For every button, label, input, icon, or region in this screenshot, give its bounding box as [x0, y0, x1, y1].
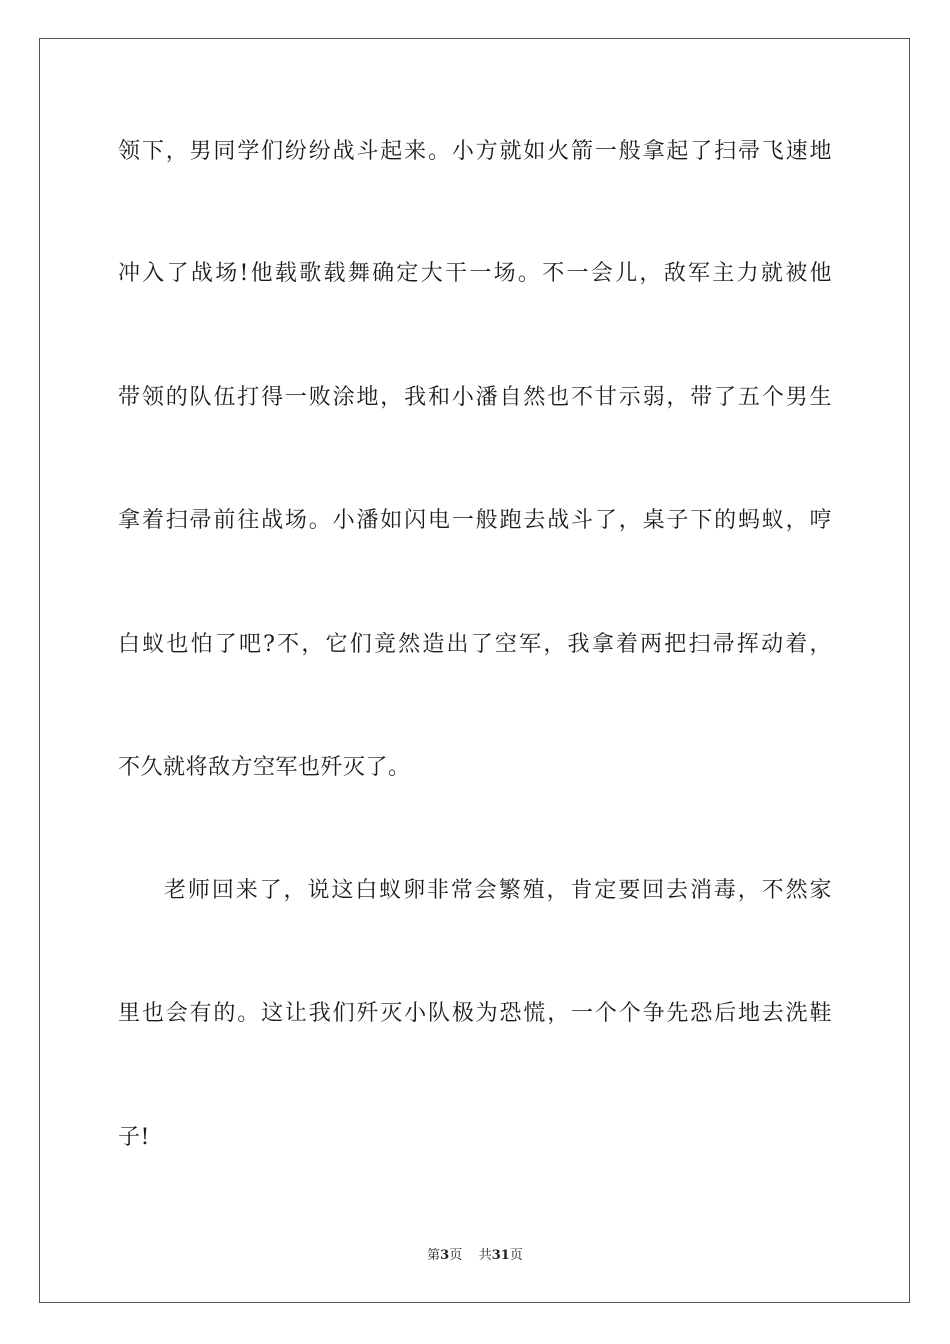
text-line-6: 不久就将敌方空军也歼灭了。: [118, 755, 411, 780]
footer-page-suffix: 页: [449, 1248, 463, 1263]
footer-page-number: 3: [440, 1248, 450, 1263]
footer-page-prefix: 第: [427, 1248, 441, 1263]
text-line-4: 拿着扫帚前往战场。小潘如闪电一般跑去战斗了，桌子下的蚂蚁，哼: [118, 508, 832, 533]
text-line-7: 老师回来了，说这白蚁卵非常会繁殖，肯定要回去消毒，不然家: [164, 878, 832, 903]
text-line-5: 白蚁也怕了吧?不，它们竟然造出了空军，我拿着两把扫帚挥动着，: [118, 632, 832, 657]
footer-total-suffix: 页: [509, 1248, 523, 1263]
text-line-1: 领下，男同学们纷纷战斗起来。小方就如火箭一般拿起了扫帚飞速地: [118, 139, 832, 164]
footer-total-prefix: 共: [478, 1248, 492, 1263]
page-footer: [0, 1247, 950, 1265]
page-border: [39, 38, 910, 1303]
footer-total-pages: 31: [491, 1248, 510, 1263]
text-line-3: 带领的队伍打得一败涂地，我和小潘自然也不甘示弱，带了五个男生: [118, 385, 832, 410]
text-line-2: 冲入了战场!他载歌载舞确定大干一场。不一会儿，敌军主力就被他: [118, 261, 832, 286]
text-line-9: 子!: [118, 1125, 150, 1150]
text-line-8: 里也会有的。这让我们歼灭小队极为恐慌，一个个争先恐后地去洗鞋: [118, 1001, 832, 1026]
